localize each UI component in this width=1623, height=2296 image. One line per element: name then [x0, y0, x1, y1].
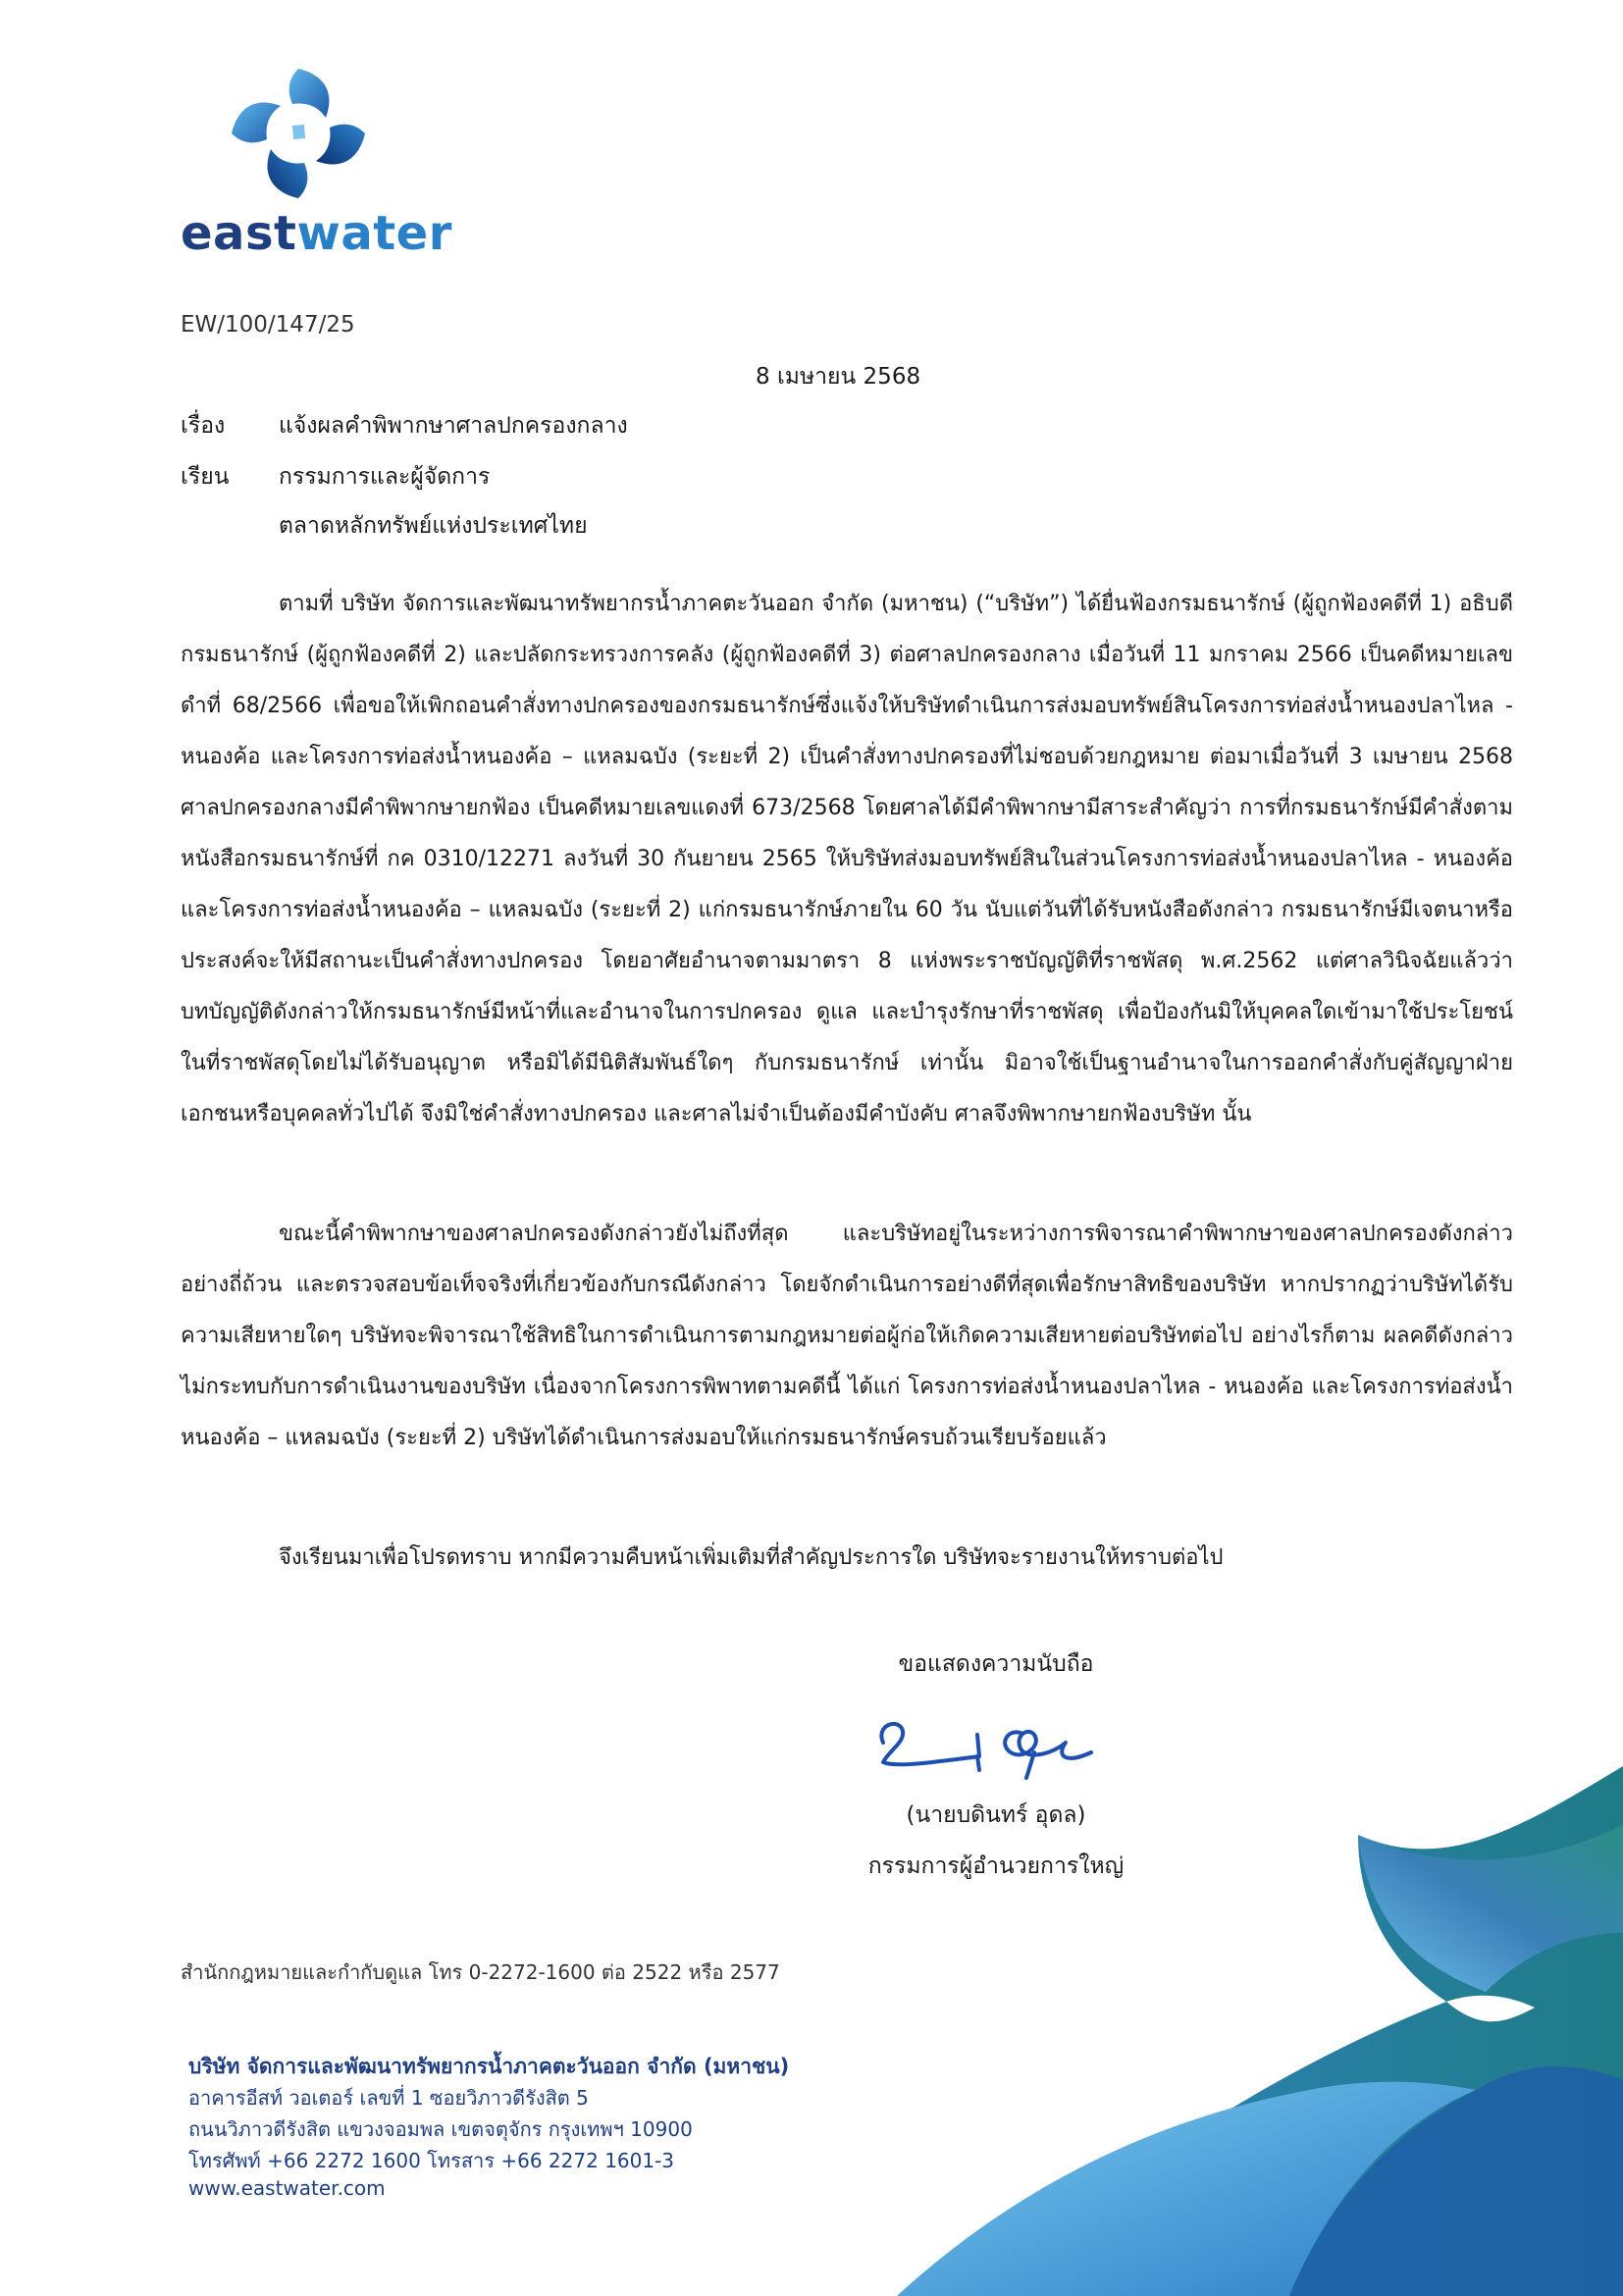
recipient-line-2: ตลาดหลักทรัพย์แห่งประเทศไทย [279, 513, 588, 539]
body-paragraph-1: ตามที่ บริษัท จัดการและพัฒนาทรัพยากรน้ำภาคตะวันออก จำกัด (มหาชน) (“บริษัท”) ได้ยื่นฟ้องกรมธนารักษ์ (ผู้ถูกฟ้องคดีที่ 1) อธิบดีกรมธนารักษ์ (ผู้ถูกฟ้องคดีที่ 2) และปลัดกระทรวงการคลัง (ผู้ถูกฟ้องคดีที่ 3) ต่อศาลปกครองกลาง เมื่อวันที่ 11 มกราคม 2566 เป็นคดีหมายเลขดำที่ 68/2566 เพื่อขอให้เพิกถอนคำสั่งทางปกครองของกรมธนารักษ์ซึ่งแจ้งให้บริษัทดำเนินการส่งมอบทรัพย์สินโครงการท่อส่งน้ำหนองปลาไหล - หนองค้อ และโครงการท่อส่งน้ำหนองค้อ – แหลมฉบัง (ระยะที่ 2) เป็นคำสั่งทางปกครองที่ไม่ชอบด้วยกฎหมาย ต่อมาเมื่อวันที่ 3 เมษายน 2568 ศาลปกครองกลางมีคำพิพากษายกฟ้อง เป็นคดีหมายเลขแดงที่ 673/2568 โดยศาลได้มีคำพิพากษามีสาระสำคัญว่า การที่กรมธนารักษ์มีคำสั่งตามหนังสือกรมธนารักษ์ที่ กค 0310/12271 ลงวันที่ 30 กันยายน 2565 ให้บริษัทส่งมอบทรัพย์สินในส่วนโครงการท่อส่งน้ำหนองปลาไหล - หนองค้อ และโครงการท่อส่งน้ำหนองค้อ – แหลมฉบัง (ระยะที่ 2) แก่กรมธนารักษ์ภายใน 60 วัน นับแต่วันที่ได้รับหนังสือดังกล่าว กรมธนารักษ์มีเจตนาหรือประสงค์จะให้มีสถานะเป็นคำสั่งทางปกครอง โดยอาศัยอำนาจตามมาตรา 8 แห่งพระราชบัญญัติที่ราชพัสดุ พ.ศ.2562 แต่ศาลวินิจฉัยแล้วว่าบทบัญญัติดังกล่าวให้กรมธนารักษ์มีหน้าที่และอำนาจในการปกครอง ดูแล และบำรุงรักษาที่ราชพัสดุ เพื่อป้องกันมิให้บุคคลใดเข้ามาใช้ประโยชน์ในที่ราชพัสดุโดยไม่ได้รับอนุญาต หรือมิได้มีนิติสัมพันธ์ใดๆ กับกรมธนารักษ์ เท่านั้น มิอาจใช้เป็นฐานอำนาจในการออกคำสั่งกับคู่สัญญาฝ่ายเอกชนหรือบุคคลทั่วไปได้ จึงมิใช่คำสั่งทางปกครอง และศาลไม่จำเป็นต้องมีคำบังคับ ศาลจึงพิพากษายกฟ้องบริษัท นั้น [181, 592, 1513, 1126]
wordmark-east: east [181, 206, 297, 261]
body-paragraph-3: จึงเรียนมาเพื่อโปรดทราบ หากมีความคืบหน้าเพิ่มเติมที่สำคัญประการใด บริษัทจะรายงานให้ทราบต่อไป [279, 1545, 1224, 1570]
document-reference: EW/100/147/25 [181, 312, 355, 338]
recipient-label: เรียน [181, 464, 230, 490]
signer-title: กรรมการผู้อำนวยการใหญ่ [867, 1853, 1125, 1879]
wordmark-water: water [296, 206, 452, 261]
subject-row [181, 408, 628, 444]
recipient-line-1: กรรมการและผู้จัดการ [279, 464, 491, 490]
eastwater-logo-icon [228, 65, 369, 202]
eastwater-wordmark [181, 206, 452, 261]
recipient-row [181, 459, 490, 495]
corner-wave-graphic [897, 1766, 1623, 2296]
footer-address-1: อาคารอีสท์ วอเตอร์ เลขที่ 1 ซอยวิภาวดีรังสิต 5 [188, 2086, 589, 2110]
body-paragraph-2: ขณะนี้คำพิพากษาของศาลปกครองดังกล่าวยังไม่ถึงที่สุด และบริษัทอยู่ในระหว่างการพิจารณาคำพิพากษาของศาลปกครองดังกล่าวอย่างถี่ถ้วน และตรวจสอบข้อเท็จจริงที่เกี่ยวข้องกับกรณีดังกล่าว โดยจักดำเนินการอย่างดีที่สุดเพื่อรักษาสิทธิของบริษัท หากปรากฏว่าบริษัทได้รับความเสียหายใดๆ บริษัทจะพิจารณาใช้สิทธิในการดำเนินการตามกฎหมายต่อผู้ก่อให้เกิดความเสียหายต่อบริษัทต่อไป อย่างไรก็ตาม ผลคดีดังกล่าวไม่กระทบกับการดำเนินงานของบริษัท เนื่องจากโครงการพิพาทตามคดีนี้ ได้แก่ โครงการท่อส่งน้ำหนองปลาไหล - หนองค้อ และโครงการท่อส่งน้ำหนองค้อ – แหลมฉบัง (ระยะที่ 2) บริษัทได้ดำเนินการส่งมอบให้แก่กรมธนารักษ์ครบถ้วนเรียบร้อยแล้ว [181, 1222, 1513, 1450]
closing-salutation: ขอแสดงความนับถือ [898, 1651, 1094, 1677]
letter-date: 8 เมษายน 2568 [756, 364, 921, 390]
footer-phone: โทรศัพท์ +66 2272 1600 โทรสาร +66 2272 1601-3 [188, 2149, 675, 2172]
footer-website: www.eastwater.com [188, 2176, 386, 2200]
department-contact: สำนักกฎหมายและกำกับดูแล โทร 0-2272-1600 ต่อ 2522 หรือ 2577 [181, 1960, 780, 1984]
subject-label: เรื่อง [181, 413, 226, 439]
footer-company-name: บริษัท จัดการและพัฒนาทรัพยากรน้ำภาคตะวันออก จำกัด (มหาชน) [188, 2055, 790, 2078]
signer-name: (นายบดินทร์ อุดล) [906, 1802, 1086, 1828]
subject-text: แจ้งผลคำพิพากษาศาลปกครองกลาง [279, 413, 628, 439]
footer-address-2: ถนนวิภาวดีรังสิต แขวงจอมพล เขตจตุจักร กรุงเทพฯ 10900 [188, 2117, 693, 2141]
